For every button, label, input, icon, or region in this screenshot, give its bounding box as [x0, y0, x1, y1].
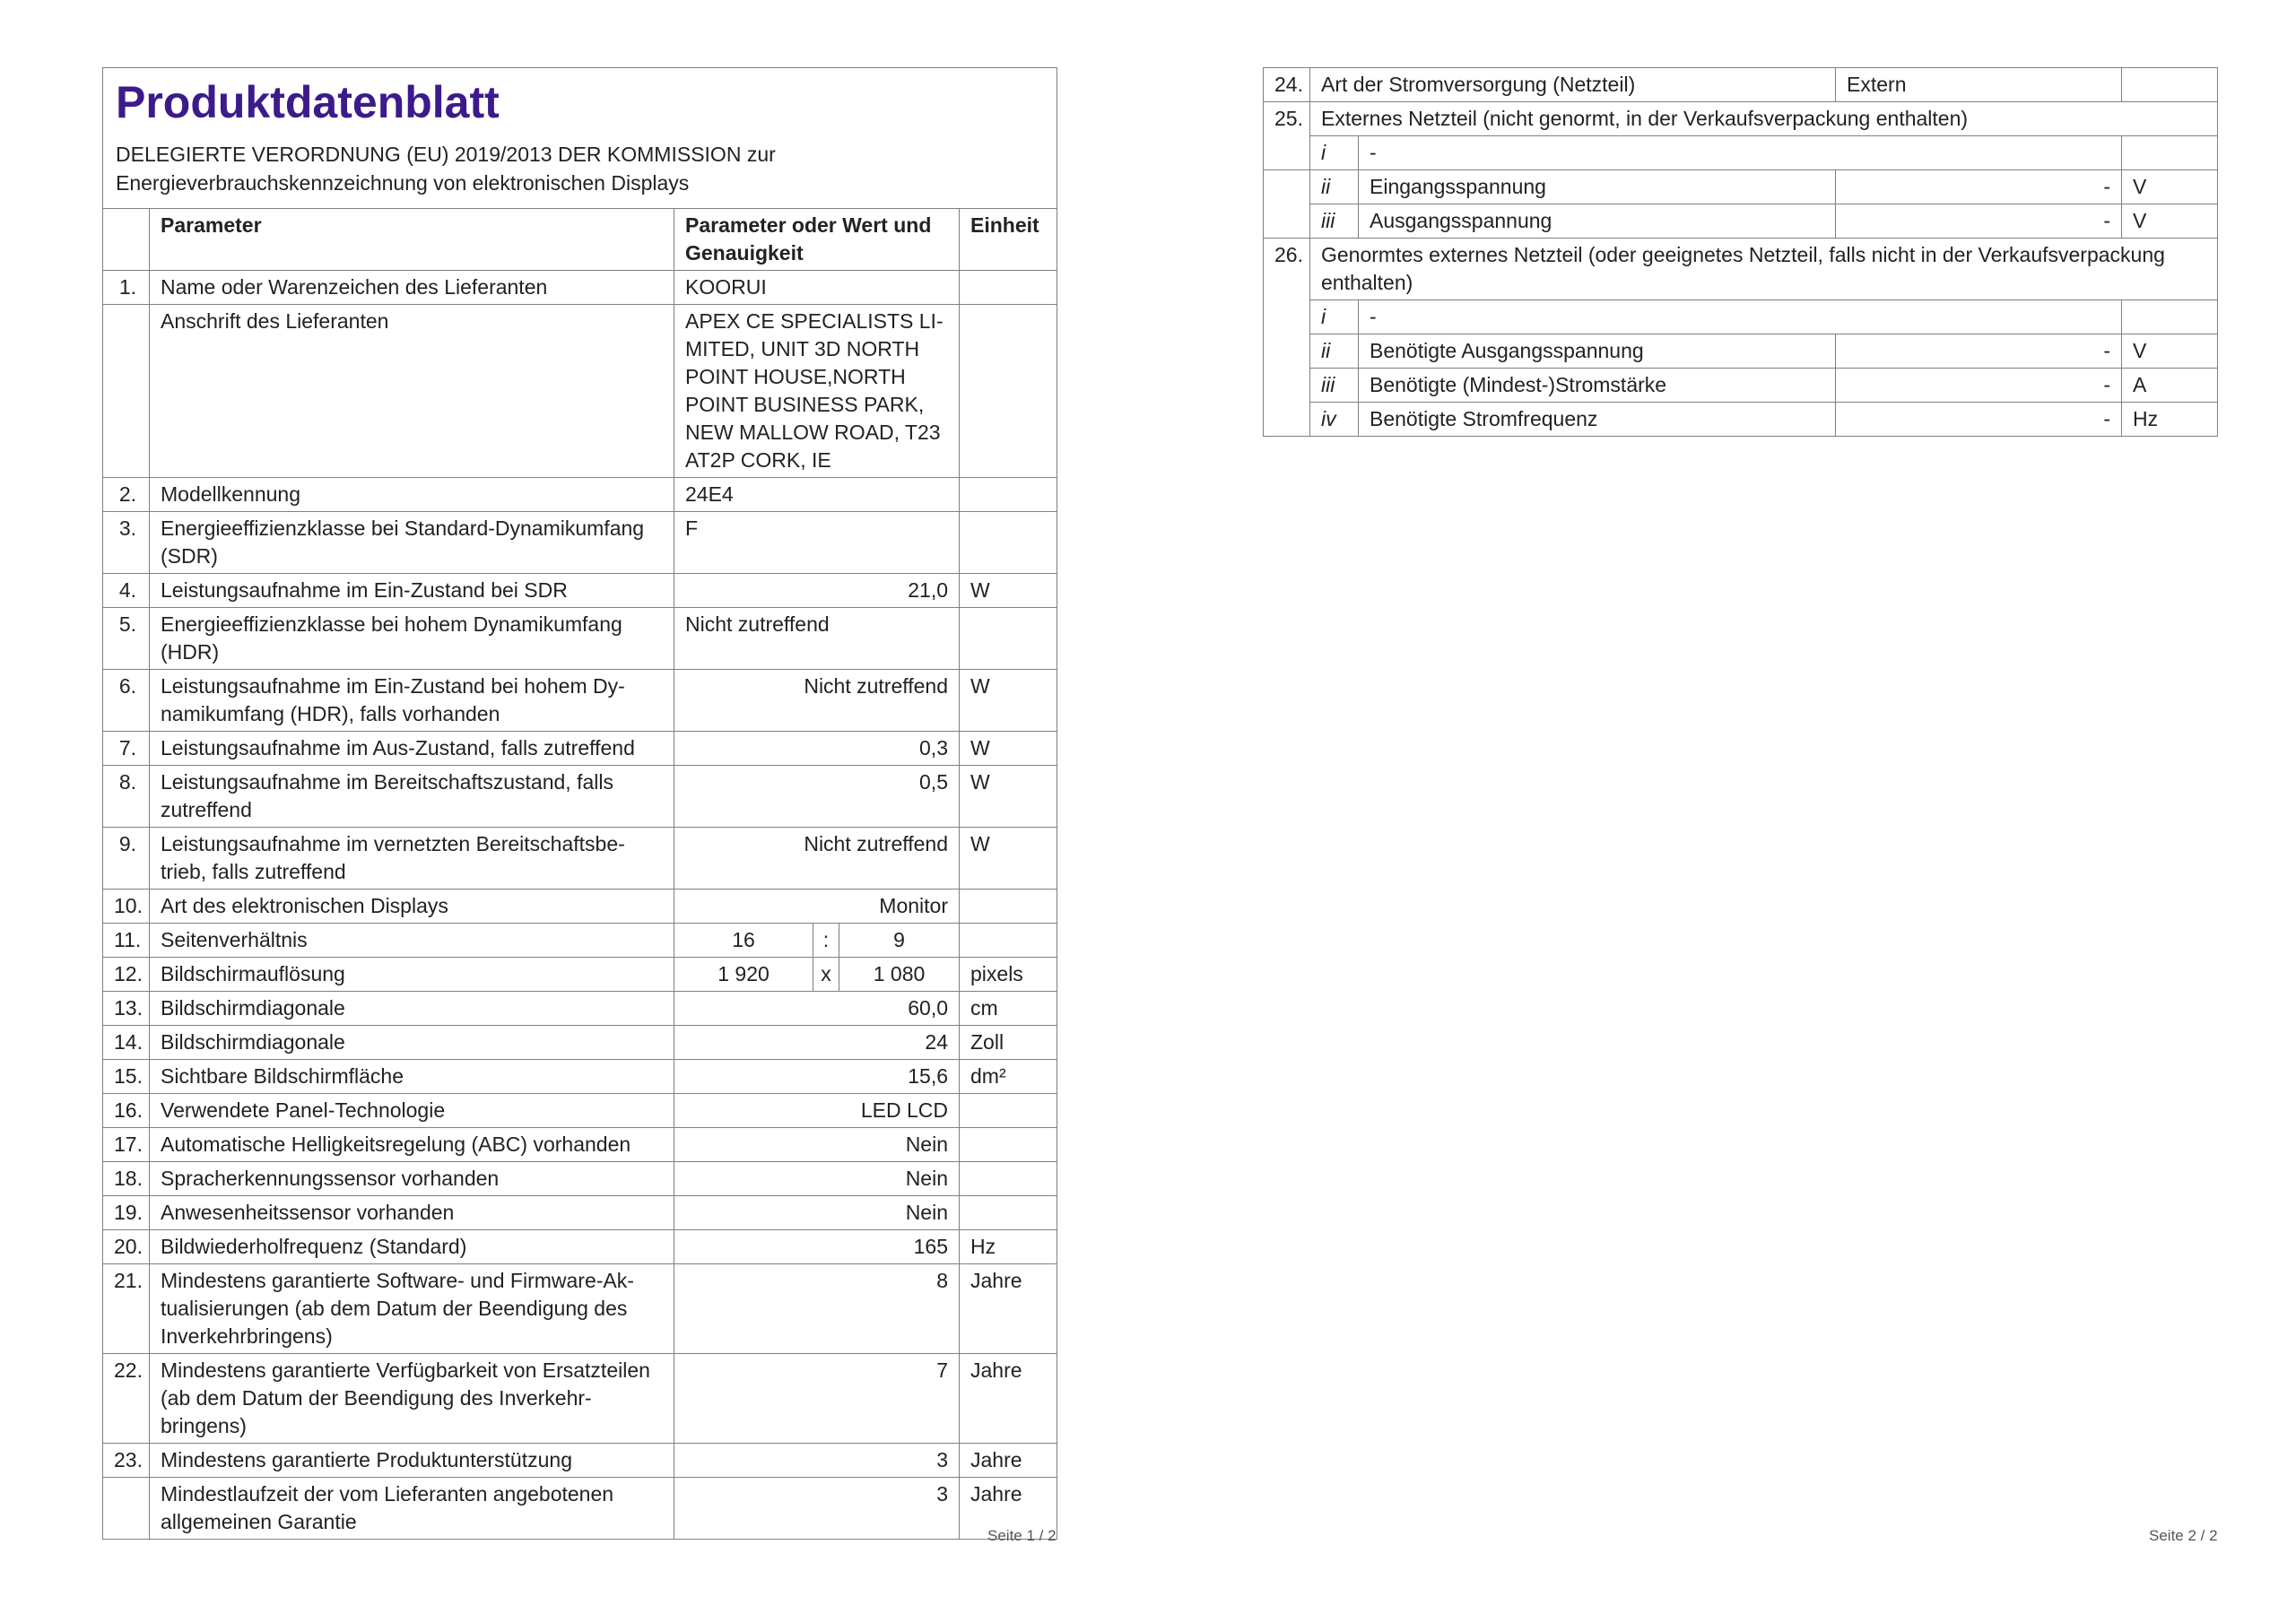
datasheet-page-2	[1263, 67, 2217, 437]
column-header-row	[103, 209, 1057, 271]
table-row: 10. Art des elektronischen Displays Monitor	[103, 890, 1057, 924]
table-row: 7. Leistungsaufnahme im Aus-Zustand, falls zutreffend 0,3 W	[103, 732, 1057, 766]
table-row: 15. Sichtbare Bildschirmfläche 15,6 dm²	[103, 1060, 1057, 1094]
table-row: Anschrift des Lieferanten APEX CE SPECIALISTS LI-MITED, UNIT 3D NORTH POINT HOUSE,NORTH POINT BUSINESS PARK, NEW MALLOW ROAD, T23 AT2P CORK, IE	[103, 305, 1057, 478]
table-row: iii Benötigte (Mindest-)Stromstärke - A	[1264, 369, 2218, 403]
table-row: 4. Leistungsaufnahme im Ein-Zustand bei SDR 21,0 W	[103, 574, 1057, 608]
table-row: 26. Genormtes externes Netzteil (oder geeignetes Netzteil, falls nicht in der Verkaufsverpackung enthalten)	[1264, 239, 2218, 300]
table-row: i -	[1264, 300, 2218, 334]
col-parameter: Parameter	[150, 209, 674, 271]
datasheet-table	[102, 67, 1057, 1540]
table-row: 25. Externes Netzteil (nicht genormt, in der Verkaufsverpackung enthalten)	[1264, 102, 2218, 136]
table-row: 8. Leistungsaufnahme im Bereitschaftszustand, falls zutreffend 0,5 W	[103, 766, 1057, 828]
table-row: 6. Leistungsaufnahme im Ein-Zustand bei hohem Dy-namikumfang (HDR), falls vorhanden Nicht zutreffend W	[103, 670, 1057, 732]
table-row: iii Ausgangsspannung - V	[1264, 204, 2218, 239]
table-row: Mindestlaufzeit der vom Lieferanten angebotenen allgemeinen Garantie 3 Jahre	[103, 1478, 1057, 1540]
table-row: 2. Modellkennung 24E4	[103, 478, 1057, 512]
table-row: 23. Mindestens garantierte Produktunterstützung 3 Jahre	[103, 1444, 1057, 1478]
page-number-2: Seite 2 / 2	[2149, 1527, 2218, 1544]
table-row: 22. Mindestens garantierte Verfügbarkeit von Ersatzteilen (ab dem Datum der Beendigung des Inverkehr-bringens) 7 Jahre	[103, 1354, 1057, 1444]
datasheet-page-1	[102, 67, 1057, 1540]
table-row: 13. Bildschirmdiagonale 60,0 cm	[103, 992, 1057, 1026]
table-row: ii Benötigte Ausgangsspannung - V	[1264, 334, 2218, 369]
table-row: 3. Energieeffizienzklasse bei Standard-Dynamikumfang (SDR) F	[103, 512, 1057, 574]
table-row: 14. Bildschirmdiagonale 24 Zoll	[103, 1026, 1057, 1060]
table-row: 12. Bildschirmauflösung 1 920 x 1 080 pixels	[103, 958, 1057, 992]
table-row: 9. Leistungsaufnahme im vernetzten Bereitschaftsbe-trieb, falls zutreffend Nicht zutreffend W	[103, 828, 1057, 890]
table-row: iv Benötigte Stromfrequenz - Hz	[1264, 403, 2218, 437]
table-row: 11. Seitenverhältnis 16 : 9	[103, 924, 1057, 958]
table-row: i -	[1264, 136, 2218, 170]
subtitle: DELEGIERTE VERORDNUNG (EU) 2019/2013 DER KOMMISSION zur Energieverbrauchskennzeichnung von elektronischen Displays	[116, 143, 776, 195]
table-row: 21. Mindestens garantierte Software- und Firmware-Ak-tualisierungen (ab dem Datum der Beendigung des Inverkehrbringens) 8 Jahre	[103, 1264, 1057, 1354]
table-row: 17. Automatische Helligkeitsregelung (ABC) vorhanden Nein	[103, 1128, 1057, 1162]
col-unit: Einheit	[960, 209, 1057, 271]
table-row: 19. Anwesenheitssensor vorhanden Nein	[103, 1196, 1057, 1230]
table-row: 1. Name oder Warenzeichen des Lieferanten KOORUI	[103, 271, 1057, 305]
table-row: ii Eingangsspannung - V	[1264, 170, 2218, 204]
col-value: Parameter oder Wert und Genauigkeit	[674, 209, 960, 271]
table-row: 16. Verwendete Panel-Technologie LED LCD	[103, 1094, 1057, 1128]
table-row: 18. Spracherkennungssensor vorhanden Nein	[103, 1162, 1057, 1196]
header-row	[103, 68, 1057, 209]
table-row: 5. Energieeffizienzklasse bei hohem Dynamikumfang (HDR) Nicht zutreffend	[103, 608, 1057, 670]
table-row: 20. Bildwiederholfrequenz (Standard) 165 Hz	[103, 1230, 1057, 1264]
power-supply-table	[1263, 67, 2218, 437]
page-title: Produktdatenblatt	[116, 77, 500, 127]
page-number-1: Seite 1 / 2	[987, 1527, 1057, 1544]
table-row: 24. Art der Stromversorgung (Netzteil) Extern	[1264, 68, 2218, 102]
